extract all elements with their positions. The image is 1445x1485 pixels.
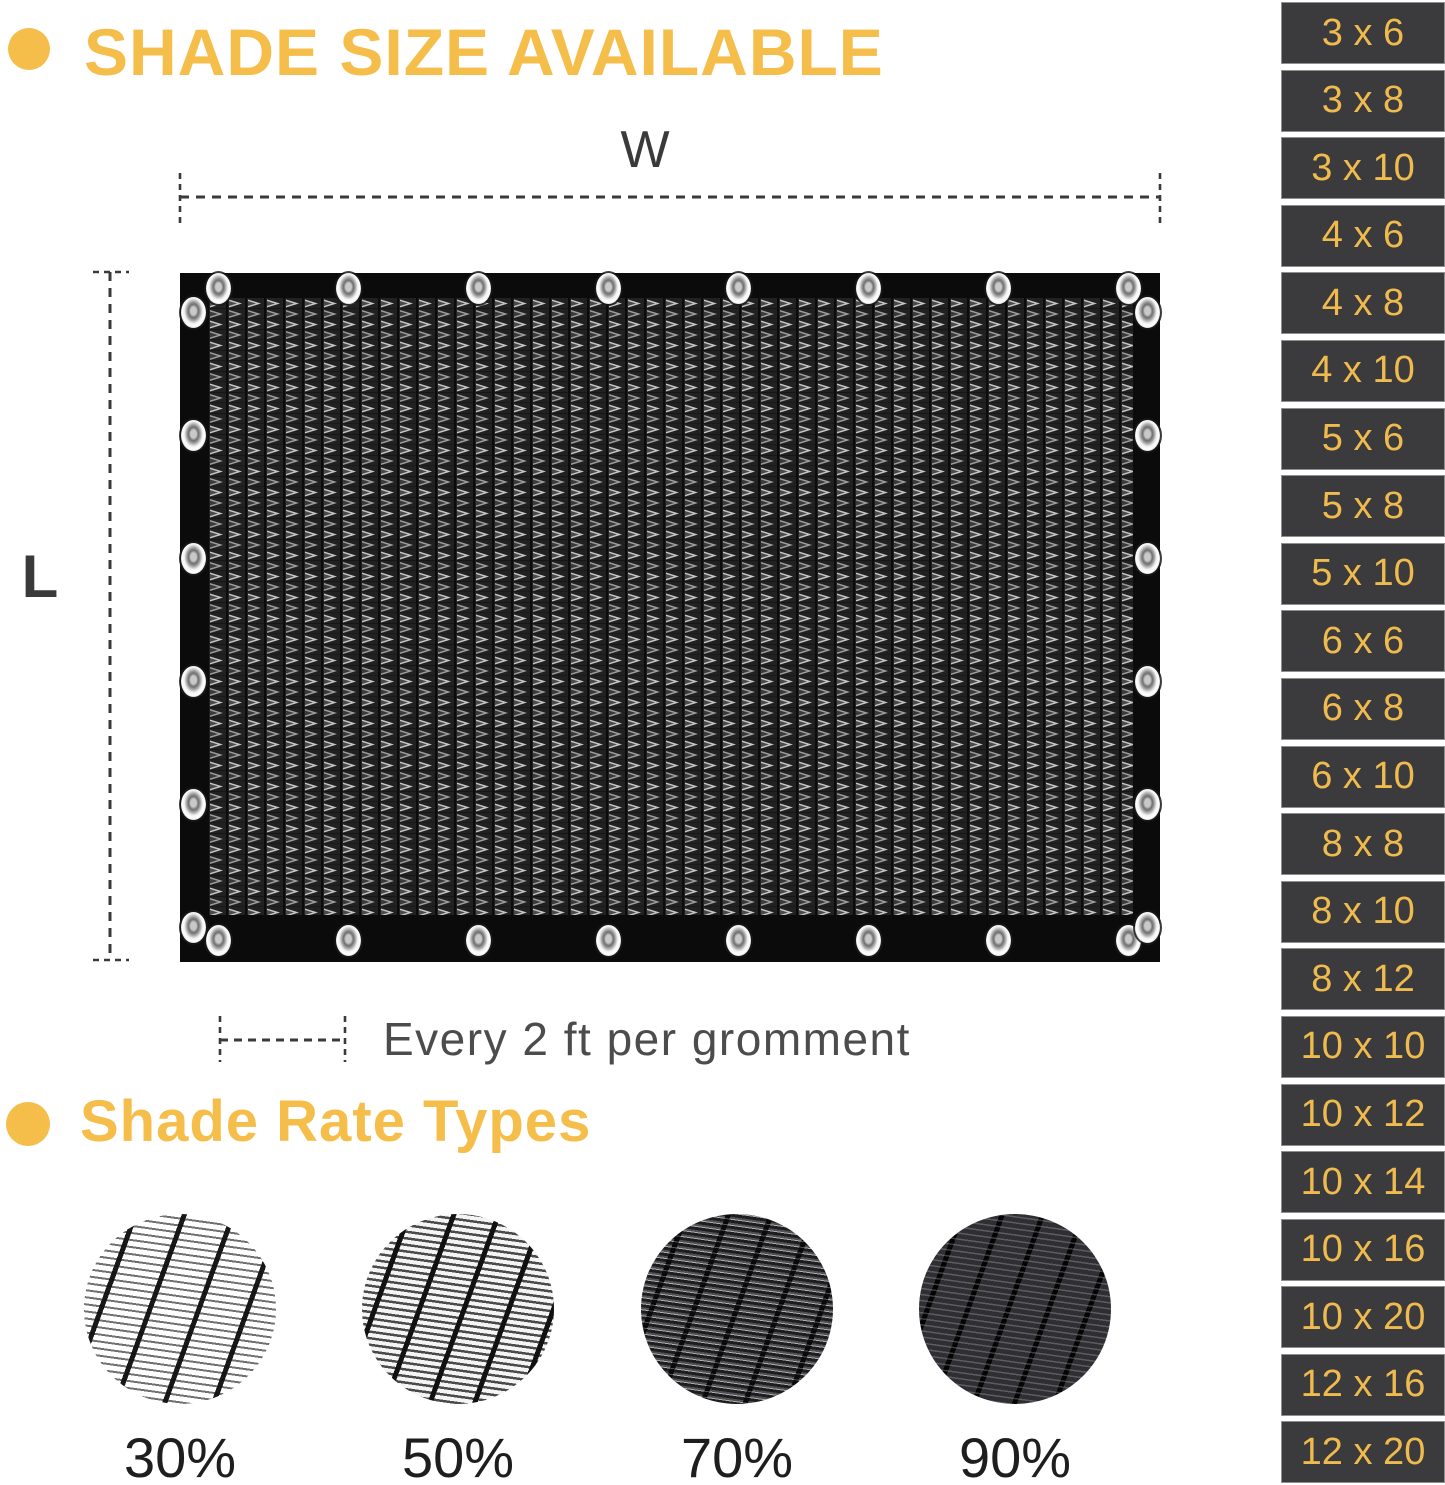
- grommet: [336, 273, 361, 304]
- grommet: [181, 297, 206, 328]
- grommet: [1135, 666, 1160, 697]
- size-item: 5 x 8: [1281, 475, 1445, 537]
- grommet: [1116, 273, 1141, 304]
- shade-rate-sample: [353, 1214, 563, 1485]
- mesh-sample-circle: [919, 1214, 1111, 1404]
- grommet: [596, 925, 621, 956]
- grommet: [181, 789, 206, 820]
- size-list: [1281, 0, 1445, 1485]
- size-item: 3 x 10: [1281, 137, 1445, 199]
- grommet: [986, 273, 1011, 304]
- shade-rate-heading: Shade Rate Types: [80, 1089, 592, 1154]
- shade-rate-samples: [0, 1214, 1280, 1485]
- grommet: [181, 912, 206, 943]
- shade-rate-sample: [910, 1214, 1120, 1485]
- size-item: 10 x 20: [1281, 1286, 1445, 1348]
- grommet: [856, 925, 881, 956]
- size-item: 8 x 8: [1281, 813, 1445, 875]
- size-item: 10 x 10: [1281, 1016, 1445, 1078]
- size-item: 12 x 20: [1281, 1421, 1445, 1483]
- size-item: 6 x 10: [1281, 746, 1445, 808]
- grommet: [1135, 543, 1160, 574]
- grommet: [206, 273, 231, 304]
- shade-rate-sample: [75, 1214, 285, 1485]
- grommet: [986, 925, 1011, 956]
- shade-rate-percent: 50%: [401, 1426, 515, 1485]
- shade-rate-percent: 70%: [680, 1426, 794, 1485]
- size-item: 5 x 10: [1281, 543, 1445, 605]
- mesh-sample-circle: [362, 1214, 554, 1404]
- grommet: [1135, 789, 1160, 820]
- size-item: 4 x 6: [1281, 205, 1445, 267]
- shade-cloth: [180, 273, 1160, 962]
- grommet: [726, 273, 751, 304]
- grommet: [726, 925, 751, 956]
- size-item: 10 x 16: [1281, 1219, 1445, 1281]
- size-item: 6 x 6: [1281, 610, 1445, 672]
- grommet: [181, 666, 206, 697]
- size-item: 10 x 12: [1281, 1084, 1445, 1146]
- length-label: L: [21, 543, 59, 610]
- size-item: 12 x 16: [1281, 1354, 1445, 1416]
- bullet-icon: [6, 1102, 50, 1146]
- size-item: 6 x 8: [1281, 678, 1445, 740]
- grommet: [181, 420, 206, 451]
- grommet: [1135, 297, 1160, 328]
- mesh-sample-circle: [84, 1214, 276, 1404]
- size-item: 3 x 8: [1281, 70, 1445, 132]
- grommet-spacing-note: Every 2 ft per gromment: [383, 1013, 911, 1065]
- size-item: 3 x 6: [1281, 2, 1445, 64]
- size-item: 4 x 10: [1281, 340, 1445, 402]
- size-item: 8 x 12: [1281, 948, 1445, 1010]
- grommet: [206, 925, 231, 956]
- shade-rate-percent: 90%: [958, 1426, 1072, 1485]
- width-label: W: [620, 121, 670, 179]
- grommet: [856, 273, 881, 304]
- grommet: [466, 925, 491, 956]
- shade-size-heading: SHADE SIZE AVAILABLE: [84, 15, 884, 89]
- size-item: 10 x 14: [1281, 1151, 1445, 1213]
- mesh-sample-circle: [641, 1214, 833, 1404]
- size-item: 4 x 8: [1281, 272, 1445, 334]
- grommet: [336, 925, 361, 956]
- bullet-icon: [8, 28, 50, 70]
- grommet: [181, 543, 206, 574]
- grommet: [1135, 912, 1160, 943]
- grommet: [596, 273, 621, 304]
- shade-rate-sample: [632, 1214, 842, 1485]
- grommet: [466, 273, 491, 304]
- mesh-texture: [207, 298, 1133, 915]
- size-item: 8 x 10: [1281, 881, 1445, 943]
- shade-rate-percent: 30%: [123, 1426, 237, 1485]
- grommet: [1135, 420, 1160, 451]
- size-item: 5 x 6: [1281, 408, 1445, 470]
